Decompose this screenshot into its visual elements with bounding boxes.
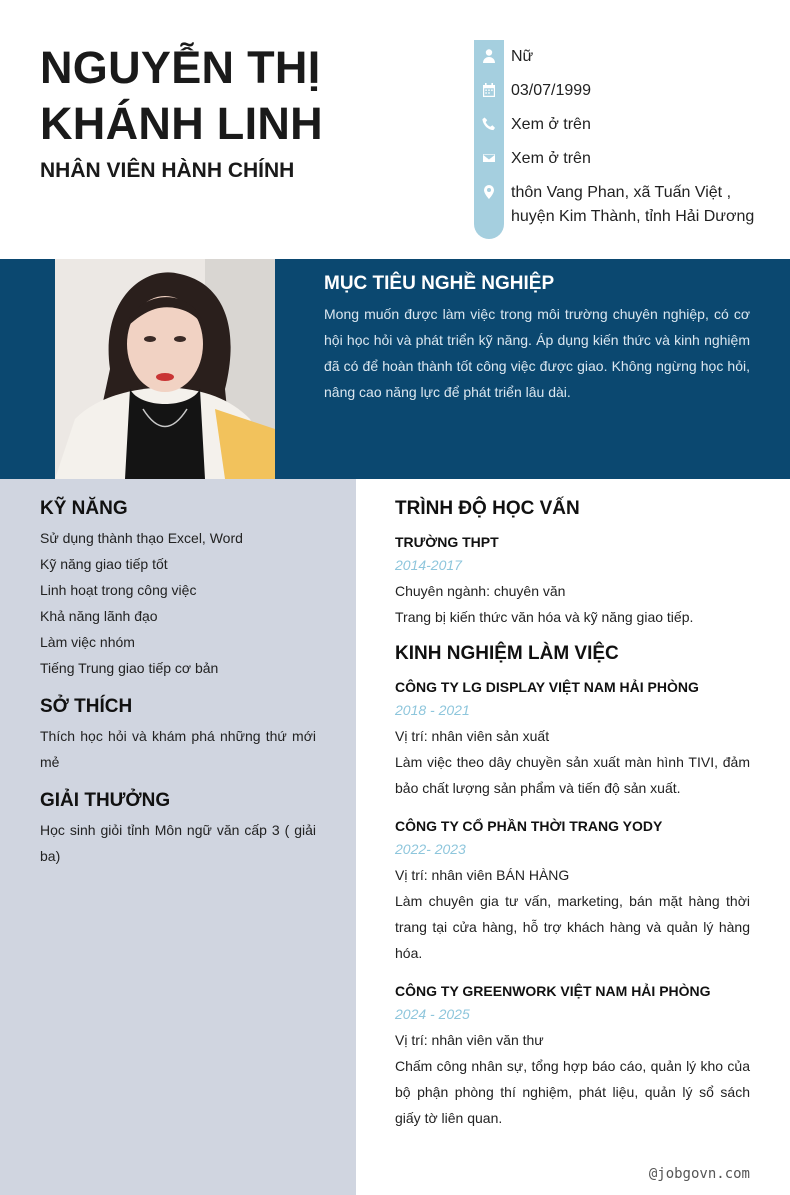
company-name: CÔNG TY LG DISPLAY VIỆT NAM HẢI PHÒNG: [395, 679, 699, 695]
skill-item: Khả năng lãnh đạo: [40, 608, 158, 624]
mail-icon: [474, 147, 504, 169]
hobbies-title: SỞ THÍCH: [40, 696, 133, 717]
education-title: TRÌNH ĐỘ HỌC VẤN: [395, 498, 580, 519]
hobbies-text: Thích học hỏi và khám phá những thứ mới mẻ: [40, 728, 316, 770]
job-desc: Làm chuyên gia tư vấn, marketing, bán mặt hàng thời trang tại cửa hàng, hỗ trợ khách hàng và quản lý hàng hóa.: [395, 893, 750, 961]
job-entry: [395, 981, 750, 1131]
awards-text: Học sinh giỏi tỉnh Môn ngữ văn cấp 3 ( giải ba): [40, 822, 316, 864]
job-title: NHÂN VIÊN HÀNH CHÍNH: [40, 159, 295, 182]
contact-gender: [474, 45, 774, 69]
objective-text: Mong muốn được làm việc trong môi trường chuyên nghiệp, có cơ hội học hỏi và phát triển kỹ năng. Áp dụng kiến thức và kinh nghiệm đã có để hoàn thành tốt công việc được giao. Không ngừng học hỏi, nâng cao năng lực để phát triển lâu dài.: [324, 306, 750, 400]
awards-title: GIẢI THƯỞNG: [40, 790, 171, 811]
skill-item: Linh hoạt trong công việc: [40, 582, 197, 598]
skills-section: [40, 498, 316, 681]
contact-email: [474, 147, 774, 171]
school-name: TRƯỜNG THPT: [395, 534, 499, 550]
job-desc: Làm việc theo dây chuyền sản xuất màn hình TIVI, đảm bảo chất lượng sản phẩm và tiến độ sản xuất.: [395, 754, 750, 796]
job-position: Vị trí: nhân viên BÁN HÀNG: [395, 867, 570, 883]
objective-title: MỤC TIÊU NGHỀ NGHIỆP: [324, 273, 555, 294]
profile-photo: [55, 259, 275, 479]
job-position: Vị trí: nhân viên văn thư: [395, 1032, 544, 1048]
candidate-name: NGUYỄN THỊ KHÁNH LINH: [40, 42, 323, 149]
job-period: 2024 - 2025: [395, 1006, 470, 1022]
location-icon: [474, 181, 504, 203]
skills-title: KỸ NĂNG: [40, 498, 128, 519]
calendar-icon: [474, 79, 504, 101]
education-desc: Trang bị kiến thức văn hóa và kỹ năng giao tiếp.: [395, 609, 694, 625]
contact-email-text: Xem ở trên: [511, 150, 591, 167]
job-entry: [395, 677, 750, 801]
contact-address: [474, 181, 774, 229]
experience-section: [395, 643, 750, 665]
skill-item: Làm việc nhóm: [40, 634, 135, 650]
education-period: 2014-2017: [395, 557, 462, 573]
contact-birthdate-text: 03/07/1999: [511, 82, 592, 99]
education-major: Chuyên ngành: chuyên văn: [395, 583, 566, 599]
contact-phone-text: Xem ở trên: [511, 116, 591, 133]
job-entry: [395, 816, 750, 966]
phone-icon: [474, 113, 504, 135]
contact-birthdate: [474, 79, 774, 103]
skill-item: Sử dụng thành thạo Excel, Word: [40, 530, 243, 546]
contact-phone: [474, 113, 774, 137]
contact-gender-text: Nữ: [511, 48, 534, 65]
company-name: CÔNG TY GREENWORK VIỆT NAM HẢI PHÒNG: [395, 983, 711, 999]
hobbies-section: [40, 696, 316, 775]
person-icon: [474, 45, 504, 67]
job-desc: Chấm công nhân sự, tổng hợp báo cáo, quản lý kho của bộ phận phòng thí nghiệm, phát liệu, quản lý sổ sách giấy tờ liên quan.: [395, 1058, 750, 1126]
experience-title: KINH NGHIỆM LÀM VIỆC: [395, 643, 619, 664]
awards-section: [40, 790, 316, 869]
job-position: Vị trí: nhân viên sản xuất: [395, 728, 550, 744]
company-name: CÔNG TY CỔ PHẦN THỜI TRANG YODY: [395, 818, 663, 834]
education-section: [395, 498, 750, 630]
job-period: 2022- 2023: [395, 841, 466, 857]
watermark: @jobgovn.com: [648, 1166, 750, 1182]
skill-item: Kỹ năng giao tiếp tốt: [40, 556, 168, 572]
job-period: 2018 - 2021: [395, 702, 470, 718]
contact-address-text: thôn Vang Phan, xã Tuấn Việt , huyện Kim Thành, tỉnh Hải Dương: [511, 184, 755, 225]
skill-item: Tiếng Trung giao tiếp cơ bản: [40, 660, 219, 676]
